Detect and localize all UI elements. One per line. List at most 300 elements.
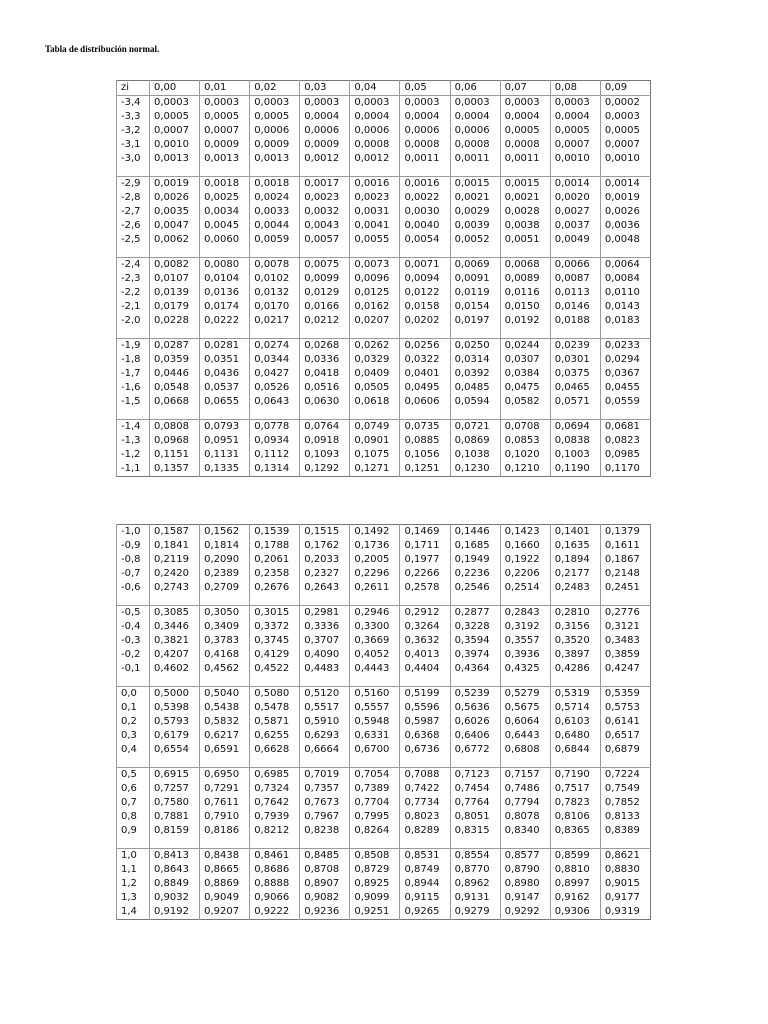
probability-cell: 0,0764 — [300, 420, 350, 435]
probability-cell: 0,3745 — [250, 634, 300, 648]
probability-cell: 0,2177 — [550, 567, 600, 581]
probability-cell: 0,7611 — [200, 796, 250, 810]
probability-cell: 0,2676 — [250, 581, 300, 595]
separator-cell — [450, 676, 500, 687]
z-value-cell: 0,5 — [117, 768, 150, 783]
probability-cell: 0,0606 — [400, 395, 450, 409]
separator-cell — [117, 247, 150, 258]
probability-cell: 0,2327 — [300, 567, 350, 581]
probability-cell: 0,8643 — [150, 863, 200, 877]
probability-cell: 0,0516 — [300, 381, 350, 395]
z-value-cell: -0,1 — [117, 662, 150, 676]
probability-cell: 0,0025 — [200, 191, 250, 205]
probability-cell: 0,2061 — [250, 553, 300, 567]
probability-cell: 0,2358 — [250, 567, 300, 581]
probability-cell: 0,6664 — [300, 743, 350, 757]
probability-cell: 0,0004 — [400, 110, 450, 124]
probability-cell: 0,8849 — [150, 877, 200, 891]
probability-cell: 0,1788 — [250, 539, 300, 553]
probability-cell: 0,4129 — [250, 648, 300, 662]
probability-cell: 0,0017 — [300, 177, 350, 192]
probability-cell: 0,0384 — [500, 367, 550, 381]
probability-cell: 0,0256 — [400, 339, 450, 354]
separator-cell — [450, 328, 500, 339]
probability-cell: 0,1711 — [400, 539, 450, 553]
separator-cell — [250, 838, 300, 849]
z-value-cell: 1,4 — [117, 905, 150, 920]
table-row — [117, 715, 651, 729]
separator-cell — [500, 247, 550, 258]
table-row — [117, 395, 651, 409]
separator-cell — [550, 757, 600, 768]
probability-cell: 0,4325 — [500, 662, 550, 676]
probability-cell: 0,8023 — [400, 810, 450, 824]
z-value-cell: 0,7 — [117, 796, 150, 810]
probability-cell: 0,0034 — [200, 205, 250, 219]
probability-cell: 0,0021 — [450, 191, 500, 205]
z-value-cell: -0,7 — [117, 567, 150, 581]
probability-cell: 0,0031 — [350, 205, 400, 219]
z-value-cell: 0,8 — [117, 810, 150, 824]
probability-cell: 0,0217 — [250, 314, 300, 328]
probability-cell: 0,1977 — [400, 553, 450, 567]
table-row — [117, 539, 651, 553]
probability-cell: 0,0643 — [250, 395, 300, 409]
probability-cell: 0,0005 — [550, 124, 600, 138]
separator-cell — [200, 409, 250, 420]
probability-cell: 0,0281 — [200, 339, 250, 354]
probability-cell: 0,0023 — [300, 191, 350, 205]
probability-cell: 0,0004 — [300, 110, 350, 124]
probability-cell: 0,0618 — [350, 395, 400, 409]
probability-cell: 0,5040 — [200, 687, 250, 702]
probability-cell: 0,0287 — [150, 339, 200, 354]
probability-cell: 0,9082 — [300, 891, 350, 905]
probability-cell: 0,0985 — [600, 448, 650, 462]
table-row — [117, 258, 651, 273]
z-value-cell: -0,6 — [117, 581, 150, 595]
probability-cell: 0,0080 — [200, 258, 250, 273]
probability-cell: 0,0003 — [600, 110, 650, 124]
probability-cell: 0,0008 — [500, 138, 550, 152]
probability-cell: 0,4207 — [150, 648, 200, 662]
probability-cell: 0,0026 — [150, 191, 200, 205]
probability-cell: 0,1190 — [550, 462, 600, 477]
probability-cell: 0,2611 — [350, 581, 400, 595]
separator-cell — [350, 757, 400, 768]
probability-cell: 0,4404 — [400, 662, 450, 676]
probability-cell: 0,9015 — [600, 877, 650, 891]
probability-cell: 0,0029 — [450, 205, 500, 219]
probability-cell: 0,0010 — [150, 138, 200, 152]
probability-cell: 0,5675 — [500, 701, 550, 715]
z-value-cell: -2,4 — [117, 258, 150, 273]
probability-cell: 0,5319 — [550, 687, 600, 702]
probability-cell: 0,1056 — [400, 448, 450, 462]
probability-cell: 0,1401 — [550, 525, 600, 540]
probability-cell: 0,0002 — [600, 96, 650, 111]
separator-cell — [117, 757, 150, 768]
probability-cell: 0,1020 — [500, 448, 550, 462]
probability-cell: 0,0003 — [500, 96, 550, 111]
probability-cell: 0,4483 — [300, 662, 350, 676]
probability-cell: 0,9306 — [550, 905, 600, 920]
probability-cell: 0,6772 — [450, 743, 500, 757]
probability-cell: 0,1423 — [500, 525, 550, 540]
probability-cell: 0,1038 — [450, 448, 500, 462]
probability-cell: 0,4247 — [600, 662, 650, 676]
probability-cell: 0,1539 — [250, 525, 300, 540]
probability-cell: 0,6406 — [450, 729, 500, 743]
separator-cell — [550, 328, 600, 339]
probability-cell: 0,6480 — [550, 729, 600, 743]
probability-cell: 0,7852 — [600, 796, 650, 810]
probability-cell: 0,0041 — [350, 219, 400, 233]
probability-cell: 0,0015 — [500, 177, 550, 192]
probability-cell: 0,0011 — [400, 152, 450, 166]
probability-cell: 0,0028 — [500, 205, 550, 219]
separator-cell — [117, 166, 150, 177]
probability-cell: 0,0078 — [250, 258, 300, 273]
probability-cell: 0,8962 — [450, 877, 500, 891]
group-separator — [117, 838, 651, 849]
separator-cell — [400, 838, 450, 849]
probability-cell: 0,0069 — [450, 258, 500, 273]
probability-cell: 0,3483 — [600, 634, 650, 648]
probability-cell: 0,0708 — [500, 420, 550, 435]
probability-cell: 0,0051 — [500, 233, 550, 247]
probability-cell: 0,0003 — [450, 96, 500, 111]
probability-cell: 0,8729 — [350, 863, 400, 877]
separator-cell — [600, 166, 650, 177]
probability-cell: 0,0183 — [600, 314, 650, 328]
z-value-cell: -3,1 — [117, 138, 150, 152]
probability-cell: 0,6217 — [200, 729, 250, 743]
separator-cell — [350, 409, 400, 420]
probability-cell: 0,0630 — [300, 395, 350, 409]
z-value-cell: -0,8 — [117, 553, 150, 567]
probability-cell: 0,0571 — [550, 395, 600, 409]
separator-cell — [350, 676, 400, 687]
probability-cell: 0,0084 — [600, 272, 650, 286]
probability-cell: 0,8238 — [300, 824, 350, 838]
probability-cell: 0,0548 — [150, 381, 200, 395]
probability-cell: 0,0250 — [450, 339, 500, 354]
probability-cell: 0,6628 — [250, 743, 300, 757]
probability-cell: 0,0934 — [250, 434, 300, 448]
probability-cell: 0,2296 — [350, 567, 400, 581]
table-body — [117, 525, 651, 920]
probability-cell: 0,6103 — [550, 715, 600, 729]
probability-cell: 0,0008 — [350, 138, 400, 152]
table-row — [117, 796, 651, 810]
probability-cell: 0,0019 — [150, 177, 200, 192]
probability-cell: 0,1762 — [300, 539, 350, 553]
probability-cell: 0,1841 — [150, 539, 200, 553]
z-value-cell: -2,7 — [117, 205, 150, 219]
probability-cell: 0,0075 — [300, 258, 350, 273]
probability-cell: 0,7389 — [350, 782, 400, 796]
z-value-cell: -2,5 — [117, 233, 150, 247]
probability-cell: 0,8665 — [200, 863, 250, 877]
table-row — [117, 824, 651, 838]
separator-cell — [500, 595, 550, 606]
z-value-cell: -1,1 — [117, 462, 150, 477]
probability-cell: 0,0082 — [150, 258, 200, 273]
separator-cell — [550, 595, 600, 606]
probability-cell: 0,8485 — [300, 849, 350, 864]
separator-cell — [350, 328, 400, 339]
probability-cell: 0,0003 — [400, 96, 450, 111]
probability-cell: 0,0089 — [500, 272, 550, 286]
table-row — [117, 219, 651, 233]
probability-cell: 0,8686 — [250, 863, 300, 877]
probability-cell: 0,3121 — [600, 620, 650, 634]
table-row — [117, 286, 651, 300]
z-value-cell: -0,2 — [117, 648, 150, 662]
z-value-cell: -1,8 — [117, 353, 150, 367]
probability-cell: 0,9251 — [350, 905, 400, 920]
probability-cell: 0,7881 — [150, 810, 200, 824]
probability-cell: 0,0537 — [200, 381, 250, 395]
probability-cell: 0,3228 — [450, 620, 500, 634]
probability-cell: 0,0212 — [300, 314, 350, 328]
probability-cell: 0,9265 — [400, 905, 450, 920]
probability-cell: 0,3669 — [350, 634, 400, 648]
probability-cell: 0,7486 — [500, 782, 550, 796]
probability-cell: 0,0005 — [200, 110, 250, 124]
header-zi: zi — [117, 81, 150, 96]
probability-cell: 0,2090 — [200, 553, 250, 567]
probability-cell: 0,8554 — [450, 849, 500, 864]
table-row — [117, 124, 651, 138]
probability-cell: 0,2119 — [150, 553, 200, 567]
table-row — [117, 272, 651, 286]
probability-cell: 0,0951 — [200, 434, 250, 448]
separator-cell — [500, 166, 550, 177]
probability-cell: 0,0040 — [400, 219, 450, 233]
probability-cell: 0,5478 — [250, 701, 300, 715]
separator-cell — [250, 676, 300, 687]
probability-cell: 0,1562 — [200, 525, 250, 540]
header-row — [117, 81, 651, 96]
separator-cell — [450, 166, 500, 177]
probability-cell: 0,7019 — [300, 768, 350, 783]
probability-cell: 0,0136 — [200, 286, 250, 300]
table-row — [117, 634, 651, 648]
probability-cell: 0,0262 — [350, 339, 400, 354]
probability-cell: 0,2033 — [300, 553, 350, 567]
z-value-cell: 0,9 — [117, 824, 150, 838]
probability-cell: 0,0526 — [250, 381, 300, 395]
probability-cell: 0,0071 — [400, 258, 450, 273]
table-row — [117, 420, 651, 435]
separator-cell — [550, 247, 600, 258]
probability-cell: 0,6255 — [250, 729, 300, 743]
probability-cell: 0,8106 — [550, 810, 600, 824]
probability-cell: 0,0207 — [350, 314, 400, 328]
probability-cell: 0,8907 — [300, 877, 350, 891]
separator-cell — [600, 676, 650, 687]
probability-cell: 0,1685 — [450, 539, 500, 553]
table-row — [117, 905, 651, 920]
probability-cell: 0,5120 — [300, 687, 350, 702]
group-separator — [117, 166, 651, 177]
probability-cell: 0,0336 — [300, 353, 350, 367]
table-row — [117, 768, 651, 783]
table-row — [117, 567, 651, 581]
probability-cell: 0,0009 — [300, 138, 350, 152]
probability-cell: 0,5557 — [350, 701, 400, 715]
z-value-cell: -3,3 — [117, 110, 150, 124]
probability-cell: 0,0007 — [600, 138, 650, 152]
separator-cell — [450, 757, 500, 768]
probability-cell: 0,0793 — [200, 420, 250, 435]
probability-cell: 0,0853 — [500, 434, 550, 448]
z-value-cell: -1,3 — [117, 434, 150, 448]
probability-cell: 0,0007 — [550, 138, 600, 152]
probability-cell: 0,2643 — [300, 581, 350, 595]
probability-cell: 0,6844 — [550, 743, 600, 757]
probability-cell: 0,9207 — [200, 905, 250, 920]
table-row — [117, 891, 651, 905]
probability-cell: 0,5279 — [500, 687, 550, 702]
probability-cell: 0,4286 — [550, 662, 600, 676]
separator-cell — [550, 409, 600, 420]
probability-cell: 0,5636 — [450, 701, 500, 715]
probability-cell: 0,0838 — [550, 434, 600, 448]
probability-cell: 0,0104 — [200, 272, 250, 286]
probability-cell: 0,0129 — [300, 286, 350, 300]
probability-cell: 0,0005 — [600, 124, 650, 138]
probability-cell: 0,3300 — [350, 620, 400, 634]
separator-cell — [200, 595, 250, 606]
probability-cell: 0,7157 — [500, 768, 550, 783]
z-value-cell: -1,6 — [117, 381, 150, 395]
probability-cell: 0,8051 — [450, 810, 500, 824]
probability-cell: 0,2743 — [150, 581, 200, 595]
separator-cell — [300, 757, 350, 768]
z-value-cell: -0,9 — [117, 539, 150, 553]
probability-cell: 0,0003 — [350, 96, 400, 111]
probability-cell: 0,0003 — [200, 96, 250, 111]
probability-cell: 0,8508 — [350, 849, 400, 864]
probability-cell: 0,4052 — [350, 648, 400, 662]
probability-cell: 0,1922 — [500, 553, 550, 567]
probability-cell: 0,9049 — [200, 891, 250, 905]
probability-cell: 0,6026 — [450, 715, 500, 729]
probability-cell: 0,2843 — [500, 606, 550, 621]
probability-cell: 0,6985 — [250, 768, 300, 783]
probability-cell: 0,0091 — [450, 272, 500, 286]
probability-cell: 0,8264 — [350, 824, 400, 838]
probability-cell: 0,0179 — [150, 300, 200, 314]
probability-cell: 0,0027 — [550, 205, 600, 219]
probability-cell: 0,6736 — [400, 743, 450, 757]
z-value-cell: 0,6 — [117, 782, 150, 796]
probability-cell: 0,0030 — [400, 205, 450, 219]
probability-cell: 0,5000 — [150, 687, 200, 702]
probability-cell: 0,8133 — [600, 810, 650, 824]
probability-cell: 0,0901 — [350, 434, 400, 448]
separator-cell — [150, 247, 200, 258]
probability-cell: 0,1075 — [350, 448, 400, 462]
probability-cell: 0,1271 — [350, 462, 400, 477]
probability-cell: 0,6879 — [600, 743, 650, 757]
probability-cell: 0,0174 — [200, 300, 250, 314]
probability-cell: 0,1314 — [250, 462, 300, 477]
probability-cell: 0,0006 — [250, 124, 300, 138]
probability-cell: 0,4168 — [200, 648, 250, 662]
header-column: 0,05 — [400, 81, 450, 96]
probability-cell: 0,0006 — [350, 124, 400, 138]
probability-cell: 0,9032 — [150, 891, 200, 905]
probability-cell: 0,0721 — [450, 420, 500, 435]
probability-cell: 0,0113 — [550, 286, 600, 300]
probability-cell: 0,1230 — [450, 462, 500, 477]
probability-cell: 0,0228 — [150, 314, 200, 328]
probability-cell: 0,1112 — [250, 448, 300, 462]
probability-cell: 0,9192 — [150, 905, 200, 920]
probability-cell: 0,0351 — [200, 353, 250, 367]
probability-cell: 0,0808 — [150, 420, 200, 435]
separator-cell — [400, 595, 450, 606]
probability-cell: 0,0033 — [250, 205, 300, 219]
probability-cell: 0,0125 — [350, 286, 400, 300]
table-row — [117, 743, 651, 757]
probability-cell: 0,0110 — [600, 286, 650, 300]
probability-cell: 0,1131 — [200, 448, 250, 462]
probability-cell: 0,6808 — [500, 743, 550, 757]
probability-cell: 0,7673 — [300, 796, 350, 810]
probability-cell: 0,8621 — [600, 849, 650, 864]
probability-cell: 0,0009 — [200, 138, 250, 152]
probability-cell: 0,7291 — [200, 782, 250, 796]
separator-cell — [400, 247, 450, 258]
probability-cell: 0,0012 — [350, 152, 400, 166]
table-row — [117, 620, 651, 634]
probability-cell: 0,1660 — [500, 539, 550, 553]
separator-cell — [117, 676, 150, 687]
probability-cell: 0,8997 — [550, 877, 600, 891]
probability-cell: 0,9279 — [450, 905, 500, 920]
table-row — [117, 525, 651, 540]
table-row — [117, 300, 651, 314]
probability-cell: 0,0239 — [550, 339, 600, 354]
separator-cell — [500, 328, 550, 339]
probability-cell: 0,7190 — [550, 768, 600, 783]
probability-cell: 0,0068 — [500, 258, 550, 273]
probability-cell: 0,3557 — [500, 634, 550, 648]
probability-cell: 0,5239 — [450, 687, 500, 702]
probability-cell: 0,1611 — [600, 539, 650, 553]
probability-cell: 0,0446 — [150, 367, 200, 381]
probability-cell: 0,0045 — [200, 219, 250, 233]
table-row — [117, 877, 651, 891]
probability-cell: 0,7454 — [450, 782, 500, 796]
z-value-cell: -2,9 — [117, 177, 150, 192]
probability-cell: 0,1469 — [400, 525, 450, 540]
probability-cell: 0,3446 — [150, 620, 200, 634]
probability-cell: 0,1379 — [600, 525, 650, 540]
probability-cell: 0,8944 — [400, 877, 450, 891]
probability-cell: 0,0003 — [300, 96, 350, 111]
probability-cell: 0,0013 — [150, 152, 200, 166]
header-column: 0,04 — [350, 81, 400, 96]
probability-cell: 0,0359 — [150, 353, 200, 367]
group-separator — [117, 676, 651, 687]
separator-cell — [250, 247, 300, 258]
